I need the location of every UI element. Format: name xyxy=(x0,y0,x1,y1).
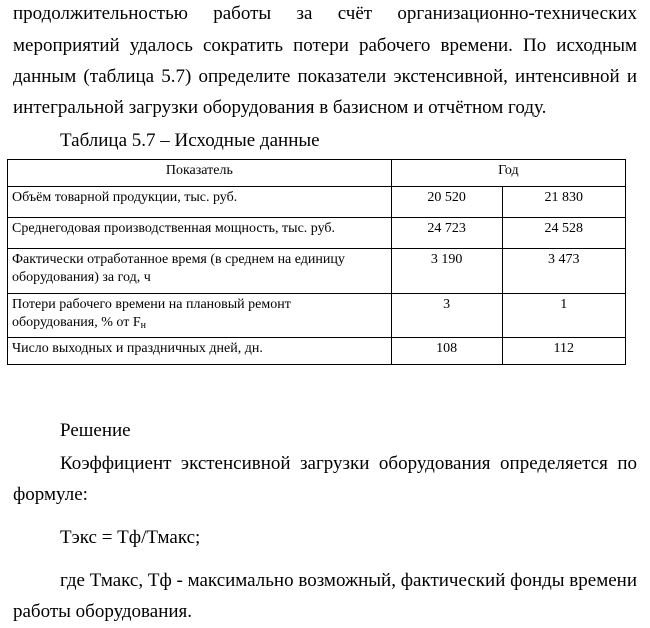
indicator-cell: Объём товарной продукции, тыс. руб. xyxy=(8,187,392,218)
indicator-cell: Число выходных и праздничных дней, дн. xyxy=(8,338,392,365)
indicator-line-1: Фактически отработанное время (в среднем на единицу xyxy=(12,252,345,267)
base-year-cell: 24 723 xyxy=(391,218,502,249)
table-caption: Таблица 5.7 – Исходные данные xyxy=(60,130,320,151)
explanation-line-2: работы оборудования. xyxy=(13,601,193,622)
indicator-cell: Среднегодовая производственная мощность, тыс. руб. xyxy=(8,218,392,249)
base-year-cell: 3 190 xyxy=(391,249,502,294)
table-header-row xyxy=(8,160,626,187)
explanation-line-1: где Тмакс, Тф - максимально возможный, фактический фонды времени xyxy=(60,570,637,591)
table-row xyxy=(8,187,626,218)
solution-line-1: Коэффициент экстенсивной загрузки оборудования определяется по xyxy=(60,453,637,474)
indicator-subscript: н xyxy=(140,320,146,331)
table-row xyxy=(8,218,626,249)
report-year-cell: 112 xyxy=(502,338,625,365)
report-year-cell: 24 528 xyxy=(502,218,625,249)
intro-line-3: данным (таблица 5.7) определите показатели экстенсивной, интенсивной и xyxy=(13,66,637,87)
solution-heading: Решение xyxy=(60,420,131,441)
indicator-cell xyxy=(8,294,392,338)
indicator-line-1: Потери рабочего времени на плановый ремонт xyxy=(12,297,291,312)
header-year: Год xyxy=(391,160,625,187)
intro-line-1: продолжительностью работы за счёт организационно-технических xyxy=(13,3,637,24)
base-year-cell: 3 xyxy=(391,294,502,338)
intro-line-4: интегральной загрузки оборудования в базисном и отчётном году. xyxy=(13,97,547,118)
source-data-table xyxy=(7,159,626,365)
report-year-cell: 1 xyxy=(502,294,625,338)
indicator-line-2: оборудования) за год, ч xyxy=(12,270,151,285)
solution-line-2: формуле: xyxy=(13,484,88,505)
header-indicator: Показатель xyxy=(8,160,392,187)
table-row xyxy=(8,338,626,365)
formula: Тэкс = Тф/Тмакс; xyxy=(60,527,201,548)
table-row xyxy=(8,249,626,294)
report-year-cell: 21 830 xyxy=(502,187,625,218)
base-year-cell: 108 xyxy=(391,338,502,365)
indicator-cell xyxy=(8,249,392,294)
table-row xyxy=(8,294,626,338)
intro-line-2: мероприятий удалось сократить потери рабочего времени. По исходным xyxy=(13,35,637,56)
indicator-line-2: оборудования, % от F xyxy=(12,315,141,330)
base-year-cell: 20 520 xyxy=(391,187,502,218)
report-year-cell: 3 473 xyxy=(502,249,625,294)
